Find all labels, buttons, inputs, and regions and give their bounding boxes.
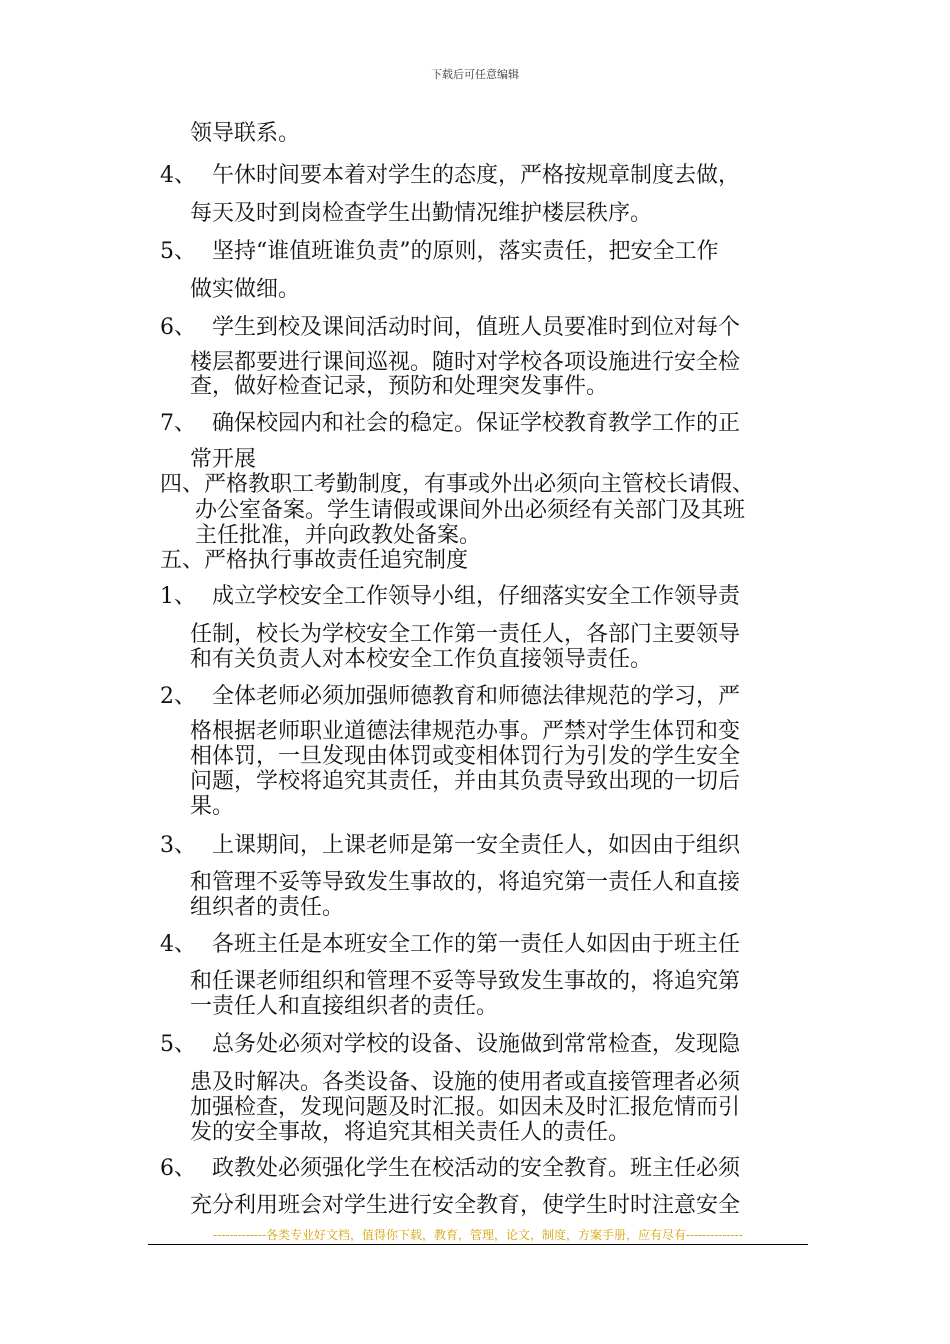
text-line: 坚持“谁值班谁负责”的原则，落实责任，把安全工作 bbox=[212, 239, 719, 264]
page-header: 下载后可任意编辑 bbox=[431, 68, 519, 81]
text-line: 任制，校长为学校安全工作第一责任人，各部门主要领导 bbox=[190, 622, 741, 647]
item-number: 2、 bbox=[160, 684, 196, 709]
text-line: 加强检查，发现问题及时汇报。如因未及时汇报危情而引 bbox=[190, 1095, 741, 1120]
text-line: 主任批准，并向政教处备案。 bbox=[195, 523, 482, 548]
item-number: 6、 bbox=[160, 1156, 196, 1181]
text-line: 问题，学校将追究其责任，并由其负责导致出现的一切后 bbox=[190, 769, 741, 794]
text-line: 相体罚，一旦发现由体罚或变相体罚行为引发的学生安全 bbox=[190, 744, 741, 769]
text-line: 午休时间要本着对学生的态度，严格按规章制度去做， bbox=[212, 163, 741, 188]
text-line: 查，做好检查记录，预防和处理突发事件。 bbox=[190, 374, 609, 399]
item-number: 3、 bbox=[160, 833, 196, 858]
item-number: 1、 bbox=[160, 584, 196, 609]
text-line: 确保校园内和社会的稳定。保证学校教育教学工作的正 bbox=[212, 411, 741, 436]
item-number: 5、 bbox=[160, 1032, 196, 1057]
text-line: 患及时解决。各类设备、设施的使用者或直接管理者必须 bbox=[190, 1070, 741, 1095]
text-line: 领导联系。 bbox=[190, 121, 301, 146]
section-heading: 四、严格教职工考勤制度，有事或外出必须向主管校长请假、 bbox=[160, 472, 755, 497]
item-number: 4、 bbox=[160, 932, 196, 957]
text-line: 和任课老师组织和管理不妥等导致发生事故的，将追究第 bbox=[190, 969, 741, 994]
item-number: 4、 bbox=[160, 163, 196, 188]
text-line: 果。 bbox=[190, 794, 235, 819]
text-line: 上课期间，上课老师是第一安全责任人，如因由于组织 bbox=[212, 833, 741, 858]
text-line: 办公室备案。学生请假或课间外出必须经有关部门及其班 bbox=[195, 498, 746, 523]
text-line: 常开展 bbox=[190, 447, 257, 472]
text-line: 格根据老师职业道德法律规范办事。严禁对学生体罚和变 bbox=[190, 719, 741, 744]
text-line: 政教处必须强化学生在校活动的安全教育。班主任必须 bbox=[212, 1156, 741, 1181]
text-line: 一责任人和直接组织者的责任。 bbox=[190, 994, 499, 1019]
text-line: 充分利用班会对学生进行安全教育，使学生时时注意安全 bbox=[190, 1193, 741, 1218]
text-line: 和管理不妥等导致发生事故的，将追究第一责任人和直接 bbox=[190, 870, 741, 895]
text-line: 楼层都要进行课间巡视。随时对学校各项设施进行安全检 bbox=[190, 350, 741, 375]
text-line: 组织者的责任。 bbox=[190, 895, 345, 920]
item-number: 5、 bbox=[160, 239, 196, 264]
footer-divider bbox=[148, 1244, 808, 1245]
text-line: 发的安全事故，将追究其相关责任人的责任。 bbox=[190, 1120, 631, 1145]
section-heading: 五、严格执行事故责任追究制度 bbox=[160, 548, 469, 573]
text-line: 总务处必须对学校的设备、设施做到常常检查，发现隐 bbox=[212, 1032, 741, 1057]
text-line: 做实做细。 bbox=[190, 277, 301, 302]
item-number: 7、 bbox=[160, 411, 196, 436]
text-line: 成立学校安全工作领导小组，仔细落实安全工作领导责 bbox=[212, 584, 741, 609]
footer-banner: -------------各类专业好文档，值得你下载，教育，管理，论文，制度，方案手册，应有尽有-------------- bbox=[213, 1228, 743, 1242]
text-line: 学生到校及课间活动时间，值班人员要准时到位对每个 bbox=[212, 315, 741, 340]
text-line: 和有关负责人对本校安全工作负直接领导责任。 bbox=[190, 647, 653, 672]
item-number: 6、 bbox=[160, 315, 196, 340]
text-line: 每天及时到岗检查学生出勤情况维护楼层秩序。 bbox=[190, 201, 653, 226]
text-line: 各班主任是本班安全工作的第一责任人如因由于班主任 bbox=[212, 932, 741, 957]
text-line: 全体老师必须加强师德教育和师德法律规范的学习，严 bbox=[212, 684, 741, 709]
